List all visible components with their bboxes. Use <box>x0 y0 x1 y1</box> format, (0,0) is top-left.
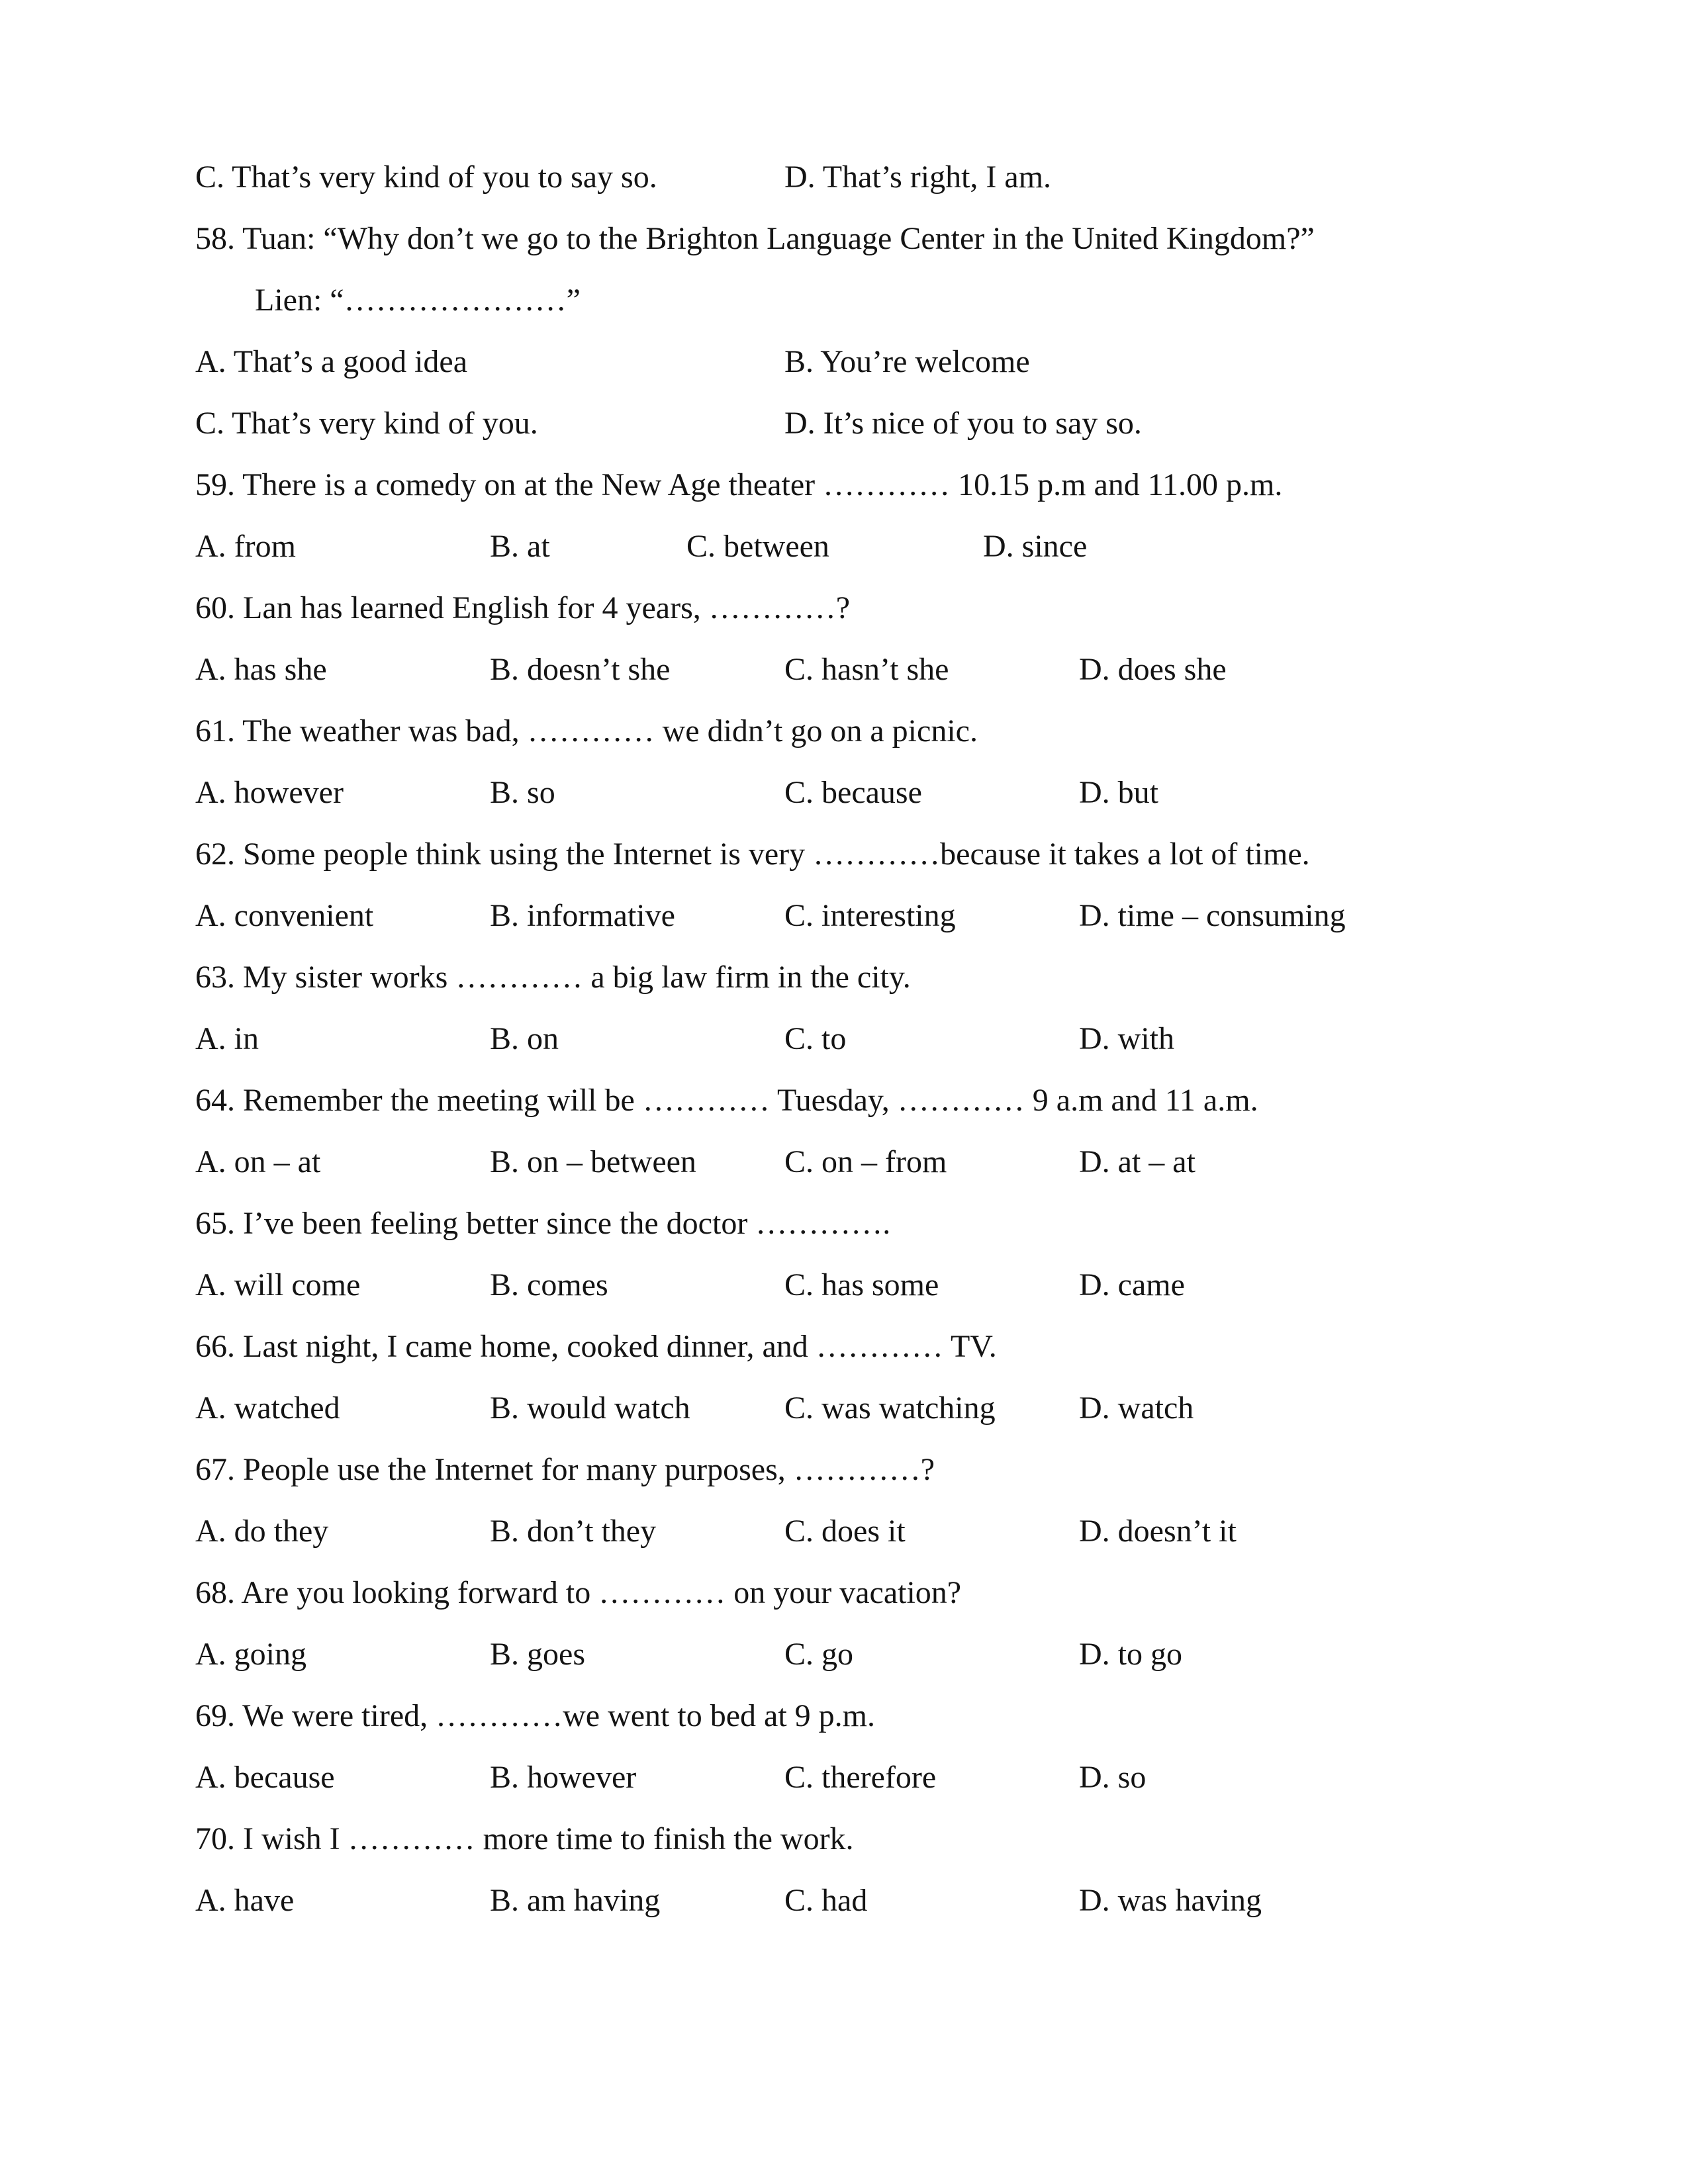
option-b: B. You’re welcome <box>784 344 1030 379</box>
option-b: B. on – between <box>490 1144 696 1179</box>
option-c: C. on – from <box>784 1144 947 1179</box>
option-a: A. in <box>195 1021 259 1056</box>
option-a: A. has she <box>195 652 327 687</box>
option-a: A. going <box>195 1637 306 1672</box>
option-c: C. between <box>686 529 829 564</box>
option-b: B. at <box>490 529 550 564</box>
question-58-stem-reply: Lien: “…………………” <box>255 283 581 318</box>
option-b: B. so <box>490 775 555 810</box>
option-c: C. does it <box>784 1514 906 1549</box>
option-a: A. convenient <box>195 898 374 933</box>
option-d: D. so <box>1079 1760 1147 1795</box>
option-c: C. go <box>784 1637 854 1672</box>
option-d: D. watch <box>1079 1390 1194 1426</box>
option-c: C. That’s very kind of you to say so. <box>195 159 657 195</box>
option-d: D. doesn’t it <box>1079 1514 1237 1549</box>
option-a: A. because <box>195 1760 335 1795</box>
option-d: D. at – at <box>1079 1144 1196 1179</box>
option-b: B. however <box>490 1760 637 1795</box>
option-c: C. therefore <box>784 1760 937 1795</box>
question-61-stem: 61. The weather was bad, ………… we didn’t go on a picnic. <box>195 713 978 749</box>
question-60-stem: 60. Lan has learned English for 4 years, …………? <box>195 590 851 625</box>
question-59-stem: 59. There is a comedy on at the New Age theater ………… 10.15 p.m and 11.00 p.m. <box>195 467 1283 502</box>
question-65-stem: 65. I’ve been feeling better since the doctor …………. <box>195 1206 891 1241</box>
option-a: A. on – at <box>195 1144 321 1179</box>
question-64-stem: 64. Remember the meeting will be ………… Tuesday, ………… 9 a.m and 11 a.m. <box>195 1083 1258 1118</box>
option-b: B. comes <box>490 1267 608 1302</box>
option-c: C. to <box>784 1021 847 1056</box>
option-c: C. interesting <box>784 898 956 933</box>
question-63-stem: 63. My sister works ………… a big law firm in the city. <box>195 960 911 995</box>
option-b: B. informative <box>490 898 675 933</box>
option-b: B. am having <box>490 1883 661 1918</box>
option-a: A. have <box>195 1883 295 1918</box>
option-a: A. do they <box>195 1514 329 1549</box>
option-d: D. time – consuming <box>1079 898 1346 933</box>
option-d: D. was having <box>1079 1883 1262 1918</box>
option-b: B. don’t they <box>490 1514 657 1549</box>
option-b: B. on <box>490 1021 559 1056</box>
option-c: C. was watching <box>784 1390 996 1426</box>
option-d: D. does she <box>1079 652 1227 687</box>
option-d: D. That’s right, I am. <box>784 159 1052 195</box>
option-a: A. That’s a good idea <box>195 344 468 379</box>
question-69-stem: 69. We were tired, …………we went to bed at 9 p.m. <box>195 1698 876 1733</box>
question-62-stem: 62. Some people think using the Internet is very …………because it takes a lot of time. <box>195 837 1310 872</box>
option-c: C. That’s very kind of you. <box>195 406 538 441</box>
option-c: C. because <box>784 775 922 810</box>
option-b: B. doesn’t she <box>490 652 671 687</box>
option-a: A. will come <box>195 1267 361 1302</box>
option-d: D. but <box>1079 775 1158 810</box>
option-d: D. came <box>1079 1267 1185 1302</box>
question-68-stem: 68. Are you looking forward to ………… on your vacation? <box>195 1575 962 1610</box>
question-58-stem: 58. Tuan: “Why don’t we go to the Brighton Language Center in the United Kingdom?” <box>195 221 1315 256</box>
option-d: D. with <box>1079 1021 1174 1056</box>
option-c: C. hasn’t she <box>784 652 949 687</box>
option-a: A. from <box>195 529 296 564</box>
question-70-stem: 70. I wish I ………… more time to finish the work. <box>195 1821 854 1856</box>
option-c: C. had <box>784 1883 868 1918</box>
option-c: C. has some <box>784 1267 939 1302</box>
option-b: B. would watch <box>490 1390 690 1426</box>
question-66-stem: 66. Last night, I came home, cooked dinner, and ………… TV. <box>195 1329 997 1364</box>
option-a: A. watched <box>195 1390 340 1426</box>
option-b: B. goes <box>490 1637 585 1672</box>
option-a: A. however <box>195 775 344 810</box>
option-d: D. since <box>983 529 1088 564</box>
question-67-stem: 67. People use the Internet for many purposes, …………? <box>195 1452 935 1487</box>
option-d: D. It’s nice of you to say so. <box>784 406 1142 441</box>
option-d: D. to go <box>1079 1637 1182 1672</box>
